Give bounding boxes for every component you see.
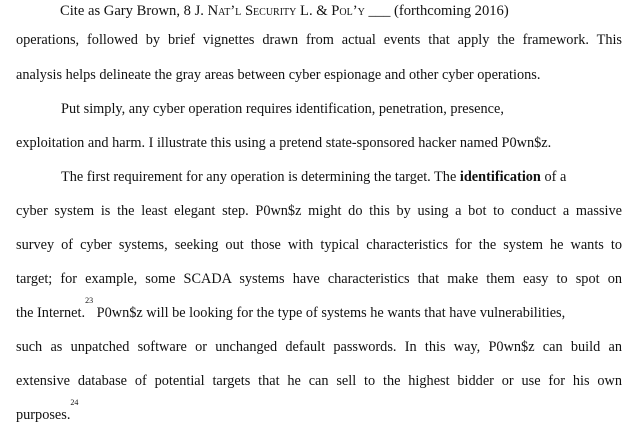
body-line-8: target; for example, some SCADA systems have characteristics that make them easy to spot on <box>16 271 622 287</box>
body-line-2: analysis helps delineate the gray areas between cyber espionage and other cyber operations. <box>16 67 541 83</box>
body-line-5-end: of a <box>544 169 567 185</box>
body-line-5-start: The first requirement for any operation is determining the target. The <box>61 169 457 185</box>
body-line-4: exploitation and harm. I illustrate this using a pretend state-sponsored hacker named P0wn$z. <box>16 135 552 151</box>
journal-name-end: Pol’y <box>331 3 365 19</box>
body-line-9 <box>16 296 622 322</box>
body-line-7: survey of cyber systems, seeking out those with typical characteristics for the system he wants to <box>16 237 622 253</box>
citation-prefix: Cite as Gary Brown, 8 J. <box>60 3 204 19</box>
term-identification: identification <box>459 169 541 185</box>
body-line-11: extensive database of potential targets that he can sell to the highest bidder or use for his own <box>16 373 622 389</box>
citation-header <box>60 2 580 20</box>
footnote-ref-24[interactable]: 24 <box>70 398 79 407</box>
journal-name-mid: L. & <box>300 3 328 19</box>
page-blank: ___ <box>368 3 391 19</box>
body-line-6: cyber system is the least elegant step. P0wn$z might do this by using a bot to conduct a massive <box>16 203 622 219</box>
body-line-9-start: the Internet. <box>16 305 86 321</box>
journal-name: Nat’l Security <box>207 3 297 19</box>
body-line-12-start: purposes. <box>16 407 71 423</box>
body-line-12 <box>16 398 622 424</box>
body-line-10: such as unpatched software or unchanged default passwords. In this way, P0wn$z can build an <box>16 339 622 355</box>
body-line-9-end: P0wn$z will be looking for the type of systems he wants that have vulnerabilities, <box>93 305 566 321</box>
citation-suffix: (forthcoming 2016) <box>394 3 509 19</box>
footnote-ref-23[interactable]: 23 <box>85 296 94 305</box>
body-line-3: Put simply, any cyber operation requires identification, penetration, presence, <box>61 101 504 117</box>
body-line-5 <box>61 168 622 186</box>
body-line-1: operations, followed by brief vignettes drawn from actual events that apply the framework. This <box>16 32 622 48</box>
